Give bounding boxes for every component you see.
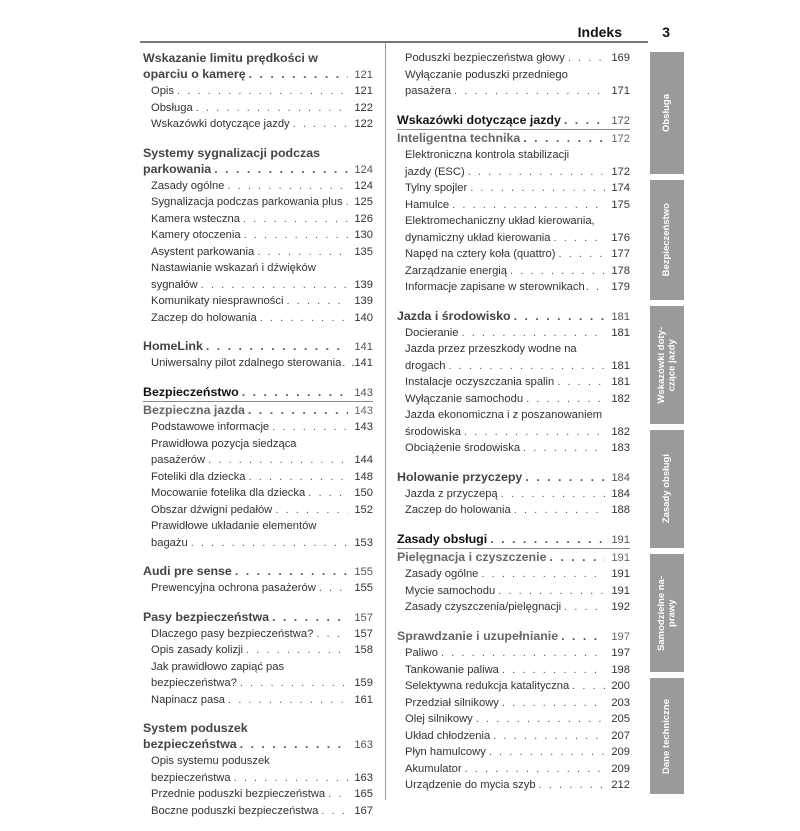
section-homelink — [143, 338, 373, 372]
section-parking — [143, 145, 373, 327]
index-column-left — [143, 50, 373, 831]
section-seatbelts — [143, 609, 373, 709]
section-operating-rules — [397, 531, 630, 616]
index-entry[interactable]: Płyn hamulcowy . . . 209 — [397, 744, 630, 761]
tab-technical-data[interactable]: Dane techniczne — [650, 678, 684, 794]
section-airbags-continued — [397, 50, 630, 100]
index-entry[interactable]: Paliwo . . . 197 — [397, 645, 630, 662]
index-entry[interactable]: Tankowanie paliwa . . . 198 — [397, 662, 630, 679]
index-entry[interactable]: Zasady czyszczenia/pielęgnacji . . . 192 — [397, 599, 630, 616]
index-entry[interactable]: pasażera . . . 171 — [397, 83, 630, 100]
header-rule — [140, 41, 648, 43]
index-entry-wrapped: Nastawianie wskazań i dźwięków — [151, 262, 316, 274]
index-entry[interactable]: Urządzenie do mycia szyb . . . 212 — [397, 777, 630, 794]
index-entry[interactable]: Podstawowe informacje . . . 143 — [143, 419, 373, 436]
tab-operating-rules[interactable]: Zasady obsługi — [650, 430, 684, 548]
index-entry[interactable]: Asystent parkowania . . . 135 — [143, 244, 373, 261]
section-heading-line[interactable]: Jazda i środowisko . . . 181 — [397, 308, 630, 325]
index-entry[interactable]: Informacje zapisane w sterownikach . . . 179 — [397, 279, 630, 296]
section-heading-line[interactable]: Pasy bezpieczeństwa . . . 157 — [143, 609, 373, 626]
section-trailer-towing — [397, 469, 630, 519]
index-entry[interactable]: Opis zasady kolizji . . . 158 — [143, 642, 373, 659]
index-entry[interactable]: Zaczep do holowania . . . 140 — [143, 310, 373, 327]
index-entry[interactable]: Akumulator . . . 209 — [397, 761, 630, 778]
index-entry[interactable]: bezpieczeństwa . . . 163 — [143, 770, 373, 787]
section-heading-line[interactable]: Wskazówki dotyczące jazdy . . . 172 — [397, 112, 630, 130]
section-checking-refilling — [397, 628, 630, 794]
section-heading: Wskazanie limitu prędkości w — [143, 51, 318, 65]
tab-operation[interactable]: Obsługa — [650, 52, 684, 174]
index-entry[interactable]: Napinacz pasa . . . 161 — [143, 692, 373, 709]
index-entry[interactable]: Zaczep do holowania . . . 188 — [397, 502, 630, 519]
index-entry[interactable]: Zasady ogólne . . . 124 — [143, 178, 373, 195]
index-entry[interactable]: Poduszki bezpieczeństwa głowy . . . 169 — [397, 50, 630, 67]
section-heading-line[interactable]: Audi pre sense . . . 155 — [143, 563, 373, 580]
index-entry[interactable]: Mocowanie fotelika dla dziecka . . . 150 — [143, 485, 373, 502]
index-entry-wrapped: Elektroniczna kontrola stabilizacji — [405, 149, 570, 161]
index-entry[interactable]: Wyłączanie samochodu . . . 182 — [397, 391, 630, 408]
chapter-tabs — [650, 52, 684, 800]
index-entry[interactable]: sygnałów . . . 139 — [143, 277, 373, 294]
section-pre-sense — [143, 563, 373, 597]
subsection-heading[interactable]: Pielęgnacja i czyszczenie . . . 191 — [397, 549, 630, 567]
header-title: Indeks — [577, 24, 622, 40]
index-entry[interactable]: Olej silnikowy . . . 205 — [397, 711, 630, 728]
index-entry[interactable]: Obszar dźwigni pedałów . . . 152 — [143, 502, 373, 519]
index-entry[interactable]: Układ chłodzenia . . . 207 — [397, 728, 630, 745]
section-heading-line[interactable]: Zasady obsługi . . . 191 — [397, 531, 630, 549]
index-entry-wrapped: Opis systemu poduszek — [151, 755, 270, 767]
section-heading-line[interactable]: HomeLink . . . 141 — [143, 338, 373, 355]
page-header — [140, 18, 670, 40]
section-heading-line[interactable]: oparciu o kamerę . . . 121 — [143, 66, 373, 83]
index-entry[interactable]: Przedział silnikowy . . . 203 — [397, 695, 630, 712]
index-entry[interactable]: Zarządzanie energią . . . 178 — [397, 263, 630, 280]
index-entry[interactable]: Docieranie . . . 181 — [397, 325, 630, 342]
index-entry[interactable]: Mycie samochodu . . . 191 — [397, 583, 630, 600]
column-divider — [385, 43, 386, 800]
index-entry-wrapped: Elektromechaniczny układ kierowania, — [405, 215, 595, 227]
index-entry[interactable]: Kamera wsteczna . . . 126 — [143, 211, 373, 228]
index-entry-wrapped: Jak prawidłowo zapiąć pas — [151, 660, 285, 673]
index-entry[interactable]: jazdy (ESC) . . . 172 — [397, 164, 630, 181]
index-entry-wrapped: Jazda przez przeszkody wodne na — [405, 343, 577, 355]
index-entry[interactable]: dynamiczny układ kierowania . . . 176 — [397, 230, 630, 247]
index-entry[interactable]: bezpieczeństwa? . . . 159 — [143, 675, 373, 692]
index-entry[interactable]: Uniwersalny pilot zdalnego sterowania . . . .141 — [143, 355, 373, 372]
tab-safety[interactable]: Bezpieczeństwo — [650, 180, 684, 300]
section-heading-line[interactable]: Bezpieczeństwo . . . 143 — [143, 384, 373, 402]
index-entry[interactable]: Jazda z przyczepą . . . 184 — [397, 486, 630, 503]
index-entry[interactable]: Foteliki dla dziecka . . . 148 — [143, 469, 373, 486]
index-entry[interactable]: Napęd na cztery koła (quattro) . . . 177 — [397, 246, 630, 263]
page-number: 3 — [662, 24, 670, 40]
index-entry-wrapped: Prawidłowa pozycja siedząca — [151, 437, 297, 450]
index-entry[interactable]: Kamery otoczenia . . . 130 — [143, 227, 373, 244]
index-entry[interactable]: Komunikaty niesprawności . . . 139 — [143, 293, 373, 310]
index-entry[interactable]: pasażerów . . . 144 — [143, 452, 373, 469]
index-entry-wrapped: Prawidłowe układanie elementów — [151, 520, 317, 532]
section-items — [143, 83, 373, 133]
subsection-heading[interactable]: Bezpieczna jazda . . . 143 — [143, 402, 373, 420]
section-safety — [143, 384, 373, 552]
index-entry[interactable]: Tylny spojler . . . 174 — [397, 180, 630, 197]
index-entry[interactable]: Obsługa . . . 122 — [143, 100, 373, 117]
tab-driving-tips[interactable]: Wskazówki doty- czące jazdy — [650, 306, 684, 424]
index-entry[interactable]: Instalacje oczyszczania spalin . . . 181 — [397, 374, 630, 391]
section-heading-line[interactable]: parkowania . . . 124 — [143, 161, 373, 178]
index-entry[interactable]: drogach . . . 181 — [397, 358, 630, 375]
index-entry[interactable]: Boczne poduszki bezpieczeństwa . . . 167 — [143, 803, 373, 820]
tab-self-repair[interactable]: Samodzielne na- prawy — [650, 554, 684, 672]
index-entry-wrapped: Jazda ekonomiczna i z poszanowaniem — [405, 409, 603, 421]
subsection-heading[interactable]: Sprawdzanie i uzupełnianie . . . 197 — [397, 628, 630, 646]
index-entry[interactable]: Przednie poduszki bezpieczeństwa . . . 165 — [143, 786, 373, 803]
index-entry[interactable]: Dlaczego pasy bezpieczeństwa? . . . 157 — [143, 626, 373, 643]
index-entry[interactable]: Hamulce . . . 175 — [397, 197, 630, 214]
index-entry[interactable]: bagażu . . . 153 — [143, 535, 373, 552]
index-entry[interactable]: Obciążenie środowiska . . . 183 — [397, 440, 630, 457]
index-entry[interactable]: Selektywna redukcja katalityczna . . . 200 — [397, 678, 630, 695]
section-airbags — [143, 720, 373, 819]
index-entry[interactable]: Sygnalizacja podczas parkowania plus . . . 125 — [143, 194, 373, 211]
section-driving-tips — [397, 112, 630, 296]
section-driving-environment — [397, 308, 630, 457]
index-entry[interactable]: Opis . . . 121 — [143, 83, 373, 100]
index-column-right — [397, 50, 630, 806]
index-entry[interactable]: środowiska . . . 182 — [397, 424, 630, 441]
section-heading: System poduszek — [143, 721, 248, 735]
section-speed-limit — [143, 50, 373, 133]
section-heading-line[interactable]: Holowanie przyczepy . . . 184 — [397, 469, 630, 486]
index-entry-wrapped: Wyłączanie poduszki przedniego — [405, 68, 568, 81]
section-heading: Systemy sygnalizacji podczas — [143, 145, 320, 160]
index-entry[interactable]: Zasady ogólne . . . 191 — [397, 566, 630, 583]
index-entry[interactable]: Prewencyjna ochrona pasażerów . . . 155 — [143, 580, 373, 597]
section-heading-line[interactable]: bezpieczeństwa . . . 163 — [143, 736, 373, 753]
index-entry[interactable]: Wskazówki dotyczące jazdy . . . 122 — [143, 116, 373, 133]
subsection-heading[interactable]: Inteligentna technika . . . 172 — [397, 130, 630, 148]
